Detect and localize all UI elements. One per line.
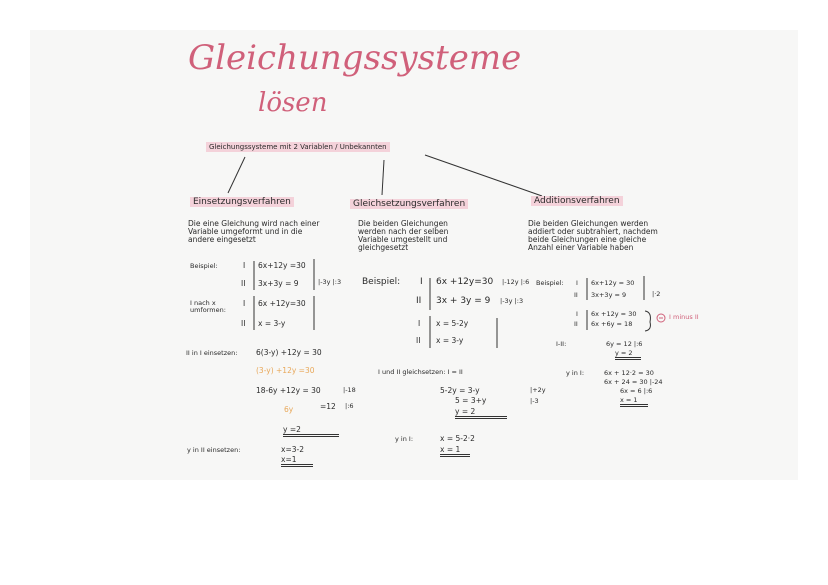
col2-result1: x = 5-2·2 xyxy=(440,434,475,443)
col1-beispiel-label: Beispiel: xyxy=(190,262,218,270)
col1-result-y: y =2 xyxy=(283,426,339,437)
col1-description: Die eine Gleichung wird nach einer Variable umgeformt und in die andere eingesetzt xyxy=(188,219,320,244)
page-title-second-line: lösen xyxy=(258,88,328,118)
col1-heading: Einsetzungsverfahren xyxy=(190,197,294,207)
col3-eq3: 6x +12y = 30 xyxy=(591,310,637,318)
col1-step-label: II in I einsetzen: xyxy=(186,349,238,357)
col3-eq2: 3x+3y = 9 xyxy=(591,291,627,299)
col1-eq2-label: II xyxy=(241,279,246,288)
col2-result-y: y = 2 xyxy=(455,408,507,419)
col2-eq1-label: I xyxy=(420,277,423,287)
col1-yin-label: y in II einsetzen: xyxy=(187,446,241,454)
col3-step-label: I-II: xyxy=(556,340,567,348)
col2-eq2: 3x + 3y = 9 xyxy=(436,296,491,306)
col3-add3: 6x = 6 |:6 xyxy=(620,387,653,395)
col1-step4-rhs: =12 xyxy=(320,402,336,411)
col3-eq3-label: I xyxy=(576,310,578,318)
col1-step4-lhs: 6y xyxy=(284,405,294,414)
col1-umformen-label: I nach x umformen: xyxy=(190,299,226,314)
col1-result-x: x=1 xyxy=(281,456,313,467)
col3-eq2-op: |·2 xyxy=(652,290,661,298)
col1-step2: (3-y) +12y =30 xyxy=(256,366,315,375)
subtitle: Gleichungssysteme mit 2 Variablen / Unbekannten xyxy=(206,142,390,152)
col1-eq3-label: I xyxy=(243,299,246,308)
col2-heading: Gleichsetzungsverfahren xyxy=(350,199,468,209)
col2-step2-op: |-3 xyxy=(530,397,539,405)
col3-yin-label: y in I: xyxy=(566,369,585,377)
col2-step2: 5 = 3+y xyxy=(455,396,487,405)
col2-eq3-label: I xyxy=(418,319,421,328)
col3-eq1: 6x+12y = 30 xyxy=(591,279,635,287)
col3-result-x: x = 1 xyxy=(620,397,648,407)
col2-step1-op: |+2y xyxy=(530,386,546,394)
col1-eq1-label: I xyxy=(243,261,246,270)
page-title: Gleichungssysteme xyxy=(188,38,522,78)
col3-beispiel-label: Beispiel: xyxy=(536,279,564,287)
col2-eq3: x = 5-2y xyxy=(436,319,469,328)
col1-step1: 6(3-y) +12y = 30 xyxy=(256,348,322,357)
col3-minus-label: I minus II xyxy=(669,313,699,321)
col1-eq4: x = 3-y xyxy=(258,319,286,328)
col3-add1: 6x + 12·2 = 30 xyxy=(604,369,654,377)
col2-eq1-op: |-12y |:6 xyxy=(502,278,530,286)
col2-description: Die beiden Gleichungen werden nach der selben Variable umgestellt und gleichgesetzt xyxy=(358,219,449,252)
col1-step4-op: |:6 xyxy=(345,402,354,410)
col3-heading: Additionsverfahren xyxy=(531,196,623,206)
col3-eq2-label: II xyxy=(574,291,578,299)
col2-eq2-op: |-3y |:3 xyxy=(500,297,524,305)
col3-eq1-label: I xyxy=(576,279,578,287)
col2-yin-label: y in I: xyxy=(395,435,414,443)
col2-result-x: x = 1 xyxy=(440,446,470,457)
col1-eq4-label: II xyxy=(241,319,246,328)
col3-eq4-label: II xyxy=(574,320,578,328)
col1-eq2: 3x+3y = 9 xyxy=(258,279,299,288)
col2-beispiel-label: Beispiel: xyxy=(362,277,401,287)
col1-step3-op: |-18 xyxy=(343,386,356,394)
col1-step3: 18-6y +12y = 30 xyxy=(256,386,321,395)
col2-step1: 5-2y = 3-y xyxy=(440,386,480,395)
col3-step1: 6y = 12 |:6 xyxy=(606,340,643,348)
col2-step-label: I und II gleichsetzen: I = II xyxy=(378,368,463,376)
col3-add2: 6x + 24 = 30 |-24 xyxy=(604,378,663,386)
col3-result-y: y = 2 xyxy=(615,350,641,360)
col2-eq2-label: II xyxy=(416,296,422,306)
col3-description: Die beiden Gleichungen werden addiert oder subtrahiert, nachdem beide Gleichungen eine gleiche Anzahl einer Variable haben xyxy=(528,219,658,252)
col1-result1: x=3-2 xyxy=(281,445,304,454)
col2-eq4-label: II xyxy=(416,336,421,345)
col2-eq1: 6x +12y=30 xyxy=(436,277,494,287)
col2-eq4: x = 3-y xyxy=(436,336,464,345)
col1-eq2-op: |-3y |:3 xyxy=(318,278,342,286)
col1-eq1: 6x+12y =30 xyxy=(258,261,306,270)
col3-eq4: 6x +6y = 18 xyxy=(591,320,633,328)
col1-eq3: 6x +12y=30 xyxy=(258,299,306,308)
